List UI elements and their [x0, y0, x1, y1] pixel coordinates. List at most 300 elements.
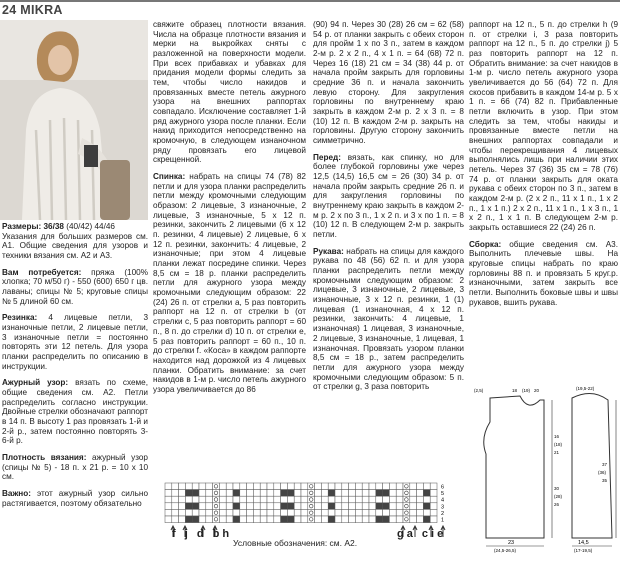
chart-cell	[281, 516, 288, 523]
model-photo	[0, 20, 148, 220]
chart-cell	[315, 490, 322, 497]
chart-cell	[294, 503, 301, 510]
chart-cell	[355, 490, 362, 497]
dim-top-1: (19)	[522, 388, 531, 393]
chart-cell	[369, 483, 376, 490]
chart-cell	[219, 516, 226, 523]
chart-row-number: 4	[441, 497, 445, 504]
chart-cell	[253, 483, 260, 490]
chart-cell	[226, 509, 233, 516]
chart-cell	[369, 516, 376, 523]
model-photo-illustration	[0, 20, 148, 220]
assembly-section	[469, 240, 618, 308]
chart-cell	[308, 483, 315, 490]
chart-cell	[233, 509, 240, 516]
chart-cell	[165, 496, 172, 503]
chart-cell	[165, 503, 172, 510]
chart-cell	[233, 516, 240, 523]
chart-cell	[410, 503, 417, 510]
chart-cell	[294, 516, 301, 523]
chart-cell	[226, 483, 233, 490]
chart-cell	[274, 490, 281, 497]
chart-cell	[301, 490, 308, 497]
chart-cell	[240, 490, 247, 497]
chart-cell	[233, 490, 240, 497]
front-label: Перед:	[313, 152, 341, 162]
garment-schematic	[472, 378, 620, 553]
dim-mid-4: (28)	[554, 494, 563, 499]
chart-cell	[335, 496, 342, 503]
chart-cell	[376, 496, 383, 503]
chart-cell	[335, 503, 342, 510]
chart-cell	[226, 490, 233, 497]
chart-row-number: 3	[441, 504, 445, 511]
column-3	[313, 20, 464, 399]
chart-cell	[281, 483, 288, 490]
chart-cell	[192, 503, 199, 510]
chart-cell	[253, 496, 260, 503]
sleeve-continued: раппорт на 12 п., 5 п. до стрелки h (9 п. от стрелки i, 3 раза повторить раппорт на 12 п., 5 п. до стрелки j) 5 раз повторить раппорт на 12 п. Обратить внимание: за счет накидов в 1-м р. число петель ажурного узора увеличивается до 56 (64) 72 п. Для скосов прибавить в каждом 14-м р. 5 x 1 п. = 66 (74) 82 п. Прибавленные петли включить в узор. При этом следить за тем, чтобы накиды и провязанные вместе петли на внешних раппортах совпадали и чтобы перекрещивания 4 лицевых выполнялись лишь при наличии этих петель. Через 37 (36) 35 см = 78 (76) 74 р. от планки закрыть для оката рукава с обеих сторон по 3 п., затем в каждом 2-м р. (2 x 2 п., 11 x 1 п., 1 x 2 п., 1 x 1 п.) 2 x 2 п., 11 x 1 п., 1 x 3 п., 1 x 2 п., 1 x 1 п. В следующем 2-м р. закрыть оставшиеся 22 (24) 26 п.	[469, 20, 618, 233]
chart-cell	[206, 483, 213, 490]
chart-cell	[199, 490, 206, 497]
gauge-continued: свяжите образец плотности вязания. Числа на образце плотности вязания и мерки на выкройках сняты с разложенной на поверхности модели. При всех прибавках и убавках для придания модели формы следить за тем, чтобы число накидов и провязанных вместе петель ажурного узора на внешних раппортах совпадало. Исключение составляет 1-й ряд ажурного узора после планки. Если накид приходится непосредственно на кромочную, в следующем изнаночном ряду провязать его лицевой скрещенной.	[153, 20, 306, 165]
chart-cell	[308, 496, 315, 503]
chart-cell	[247, 490, 254, 497]
chart-cell	[349, 516, 356, 523]
lace-text: вязать по схеме, общие сведения см. А2. Петли распределить согласно инструкции. Двойные стрелки обозначают раппорт в 14 п. В высоту 1 раз провязать 1-й и 2-й р., затем постоянно повторять 3-6-й р.	[2, 378, 148, 446]
stitch-chart	[163, 481, 453, 525]
chart-cell	[328, 509, 335, 516]
chart-cell	[342, 509, 349, 516]
chart-cell	[185, 496, 192, 503]
chart-cell	[260, 496, 267, 503]
chart-cell	[165, 516, 172, 523]
chart-cell	[260, 509, 267, 516]
chart-cell	[240, 496, 247, 503]
chart-cell	[423, 490, 430, 497]
chart-cell	[315, 516, 322, 523]
chart-cell	[267, 490, 274, 497]
chart-cell	[240, 503, 247, 510]
sleeve-section	[313, 247, 464, 392]
chart-cell	[172, 516, 179, 523]
sleeve-text: набрать на спицы для каждого рукава по 48 (56) 62 п. и для узора планки распределить петли между кромочными следующим образом: 2 лицевые, 3 изнаночные, 2 лицевые, 3 изнаночные, 3 x 12 п. резинки, 1 (1) лицевая (1 изнаночная, 4 x 12 п. резинки, закончить: 4 лицевые, 1 изнаночная) 1 лицевая, 3 изнаночные, 2 лицевые, 3 изнаночные, 1 лицевая, 1 изнаночная. Провязать узором планки 8,5 см = 18 р., затем распределить петли для ажурного узора между кромочными следующим образом: 5 п. от стрелки g, 3 раза повторить	[313, 246, 464, 392]
chart-cell	[410, 483, 417, 490]
chart-cell	[267, 516, 274, 523]
chart-cell	[172, 503, 179, 510]
chart-cell	[253, 516, 260, 523]
chart-legend: Условные обозначения: см. А2.	[233, 538, 358, 548]
chart-cell	[260, 483, 267, 490]
chart-cell	[376, 516, 383, 523]
chart-cell	[219, 483, 226, 490]
chart-cell	[430, 509, 437, 516]
chart-cell	[213, 490, 220, 497]
chart-cell	[219, 496, 226, 503]
dim-sleeve-side-1: (36)	[598, 470, 607, 475]
dim-mid-1: (18)	[554, 442, 563, 447]
chart-cell	[185, 516, 192, 523]
chart-cell	[287, 516, 294, 523]
dim-mid-0: 16	[554, 434, 560, 439]
dim-bottom: 23	[508, 540, 515, 546]
dim-sleeve-bottom: 14,5	[578, 540, 589, 546]
back-label: Спинка:	[153, 172, 186, 182]
chart-cell	[355, 496, 362, 503]
chart-cell	[396, 503, 403, 510]
chart-cell	[369, 509, 376, 516]
chart-cell	[260, 490, 267, 497]
chart-cell	[383, 496, 390, 503]
chart-cell	[240, 483, 247, 490]
chart-cell	[301, 516, 308, 523]
chart-cell	[321, 503, 328, 510]
chart-cell	[403, 490, 410, 497]
chart-cell	[185, 490, 192, 497]
important-section	[2, 489, 148, 508]
chart-cell	[315, 503, 322, 510]
chart-cell	[260, 503, 267, 510]
chart-cell	[281, 496, 288, 503]
dim-sleeve-sub: (17-19,5)	[574, 548, 593, 553]
chart-cell	[430, 490, 437, 497]
chart-cell	[274, 509, 281, 516]
chart-cell	[172, 509, 179, 516]
chart-cell	[362, 490, 369, 497]
chart-cell	[179, 503, 186, 510]
important-label: Важно:	[2, 489, 31, 499]
chart-cell	[355, 509, 362, 516]
chart-letters-left: f j d bh	[172, 528, 233, 540]
dim-bottom-sub: (24,5-26,5)	[494, 548, 517, 553]
chart-row-number: 2	[441, 510, 445, 517]
chart-cell	[423, 516, 430, 523]
gauge-section	[2, 453, 148, 482]
page-title: 24 MIKRA	[2, 3, 63, 17]
dim-top-2: 20	[534, 388, 540, 393]
chart-cell	[308, 490, 315, 497]
chart-cell	[403, 516, 410, 523]
chart-cell	[335, 516, 342, 523]
chart-cell	[423, 509, 430, 516]
chart-cell	[274, 496, 281, 503]
chart-cell	[389, 483, 396, 490]
chart-cell	[165, 483, 172, 490]
chart-cell	[247, 516, 254, 523]
page-header	[0, 0, 620, 18]
chart-cell	[362, 516, 369, 523]
chart-cell	[342, 496, 349, 503]
sizes-section	[2, 222, 148, 261]
chart-cell	[287, 503, 294, 510]
chart-cell	[417, 509, 424, 516]
chart-cell	[396, 509, 403, 516]
chart-cell	[199, 509, 206, 516]
chart-cell	[383, 509, 390, 516]
chart-cell	[179, 509, 186, 516]
chart-cell	[172, 496, 179, 503]
chart-cell	[165, 509, 172, 516]
chart-cell	[213, 496, 220, 503]
chart-cell	[423, 483, 430, 490]
chart-cell	[219, 503, 226, 510]
sizes-rest: (40/42) 44/46	[63, 222, 115, 231]
chart-cell	[389, 509, 396, 516]
chart-cell	[260, 516, 267, 523]
chart-cell	[192, 490, 199, 497]
chart-cell	[315, 483, 322, 490]
front-text: вязать, как спинку, но для более глубокой горловины уже через 12,5 (14,5) 16,5 см = 26 (30) 34 р. от начала пройм закрыть средние 26 п. и для закругления горловины по внутреннему краю закрыть в каждом 2-м р. 2 x по 3 п., 1 x 2 п. и 3 x по 1 п. = 8 (10) 12 п. В следующем 2-м р. закрыть петли.	[313, 152, 464, 240]
chart-cell	[213, 509, 220, 516]
sleeve-label: Рукава:	[313, 246, 344, 256]
back-section	[153, 172, 306, 394]
chart-cell	[423, 496, 430, 503]
chart-cell	[417, 516, 424, 523]
chart-cell	[206, 516, 213, 523]
chart-cell	[240, 509, 247, 516]
chart-cell	[192, 483, 199, 490]
body-outline	[484, 396, 544, 538]
chart-cell	[417, 496, 424, 503]
materials-text: пряжа (100% хлопка; 70 м/50 г) - 550 (600) 650 г цв. лаваны; спицы № 5; круговые спицы № 5 длиной 60 см.	[2, 267, 149, 306]
chart-cell	[247, 509, 254, 516]
chart-cell	[410, 490, 417, 497]
chart-cell	[179, 483, 186, 490]
chart-cell	[192, 516, 199, 523]
chart-cell	[389, 503, 396, 510]
chart-cell	[321, 483, 328, 490]
chart-cell	[355, 483, 362, 490]
chart-cell	[423, 503, 430, 510]
chart-cell	[287, 490, 294, 497]
chart-cell	[192, 496, 199, 503]
chart-cell	[349, 509, 356, 516]
chart-cell	[179, 516, 186, 523]
chart-cell	[281, 509, 288, 516]
chart-cell	[253, 503, 260, 510]
chart-cell	[185, 483, 192, 490]
chart-cell	[274, 483, 281, 490]
chart-cell	[226, 503, 233, 510]
chart-cell	[247, 496, 254, 503]
lace-section	[2, 378, 148, 446]
chart-cell	[355, 516, 362, 523]
chart-cell	[335, 490, 342, 497]
chart-cell	[328, 503, 335, 510]
sizes-label: Размеры: 36/38	[2, 222, 64, 231]
chart-cell	[274, 503, 281, 510]
chart-cell	[274, 516, 281, 523]
chart-cell	[376, 483, 383, 490]
chart-cell	[369, 503, 376, 510]
chart-cell	[185, 503, 192, 510]
dim-sleeve-side-2: 35	[602, 478, 608, 483]
dim-mid-2: 21	[554, 450, 560, 455]
chart-cell	[383, 516, 390, 523]
chart-cell	[281, 503, 288, 510]
chart-cell	[206, 503, 213, 510]
dim-sleeve-side-0: 37	[602, 462, 608, 467]
assembly-text: общие сведения см. А3. Выполнить плечевые швы. На круговые спицы набрать по краю горловины 88 п. и провязать 5 круг.р. изнаночными, затем закрыть все петли. Выполнить боковые швы и швы рукавов, вшить рукава.	[469, 239, 618, 307]
chart-cell	[192, 509, 199, 516]
chart-cell	[362, 503, 369, 510]
chart-cell	[165, 490, 172, 497]
chart-cell	[294, 509, 301, 516]
chart-cell	[172, 483, 179, 490]
chart-cell	[301, 496, 308, 503]
chart-cell	[199, 503, 206, 510]
chart-cell	[240, 516, 247, 523]
chart-cell	[226, 516, 233, 523]
chart-cell	[342, 516, 349, 523]
dim-top-0: 18	[512, 388, 518, 393]
chart-cell	[301, 503, 308, 510]
chart-cell	[335, 483, 342, 490]
chart-cell	[213, 516, 220, 523]
chart-cell	[321, 496, 328, 503]
column-2	[153, 20, 306, 402]
rib-text: 4 лицевые петли, 3 изнаночные петли, 2 лицевые петли, 3 изнаночные петли = постоянно повторять эти 12 петель. Для узора планки распределить по описанию в инструкции.	[2, 313, 148, 371]
chart-cell	[403, 509, 410, 516]
chart-cell	[267, 496, 274, 503]
chart-cell	[403, 496, 410, 503]
chart-cell	[267, 483, 274, 490]
chart-cell	[342, 483, 349, 490]
chart-cell	[396, 516, 403, 523]
chart-cell	[376, 503, 383, 510]
chart-cell	[396, 496, 403, 503]
chart-cell	[267, 509, 274, 516]
chart-cell	[430, 483, 437, 490]
chart-cell	[219, 509, 226, 516]
chart-cell	[294, 490, 301, 497]
chart-cell	[396, 490, 403, 497]
chart-cell	[206, 496, 213, 503]
important-text: этот ажурный узор сильно растягивается, поэтому обязательно	[2, 489, 148, 508]
chart-cell	[410, 509, 417, 516]
back-text: набрать на спицы 74 (78) 82 петли и для узора планки распределить петли между кромочными следующим образом: 2 лицевые, 3 изнаночные, 2 лицевые, 3 изнаночные, 5 x 12 п. резинки, закончить 2 лицевыми (6 x 12 п. резинки, 4 лицевые) 2 лицевые, 6 x 12 п. резинки, закончить: 4 лицевые, 2 изнаночные; при этом 4 лицевые планки лежат посредине спинки. Через 8,5 см = 18 р. планки распределить петли для ажурного узора между кромочными следующим образом: 22 (24) 26 п. от стрелки а, 5 раз повторить раппорт на 12 п. от стрелки b (от стрелки c, 5 раз повторить раппорт = 60 п., 8 п. до стрелки d) 10 п. от стрелки e, 5 раз повторить раппорт = 60 п., 10 п. до стрелки f. «Коса» в каждом раппорте находится над дорожкой из 4 лицевых планки. Обратить внимание: за счет накидов в 1-м р. число петель ажурного узора увеличивается до 86	[153, 172, 306, 394]
chart-cell	[199, 516, 206, 523]
chart-cell	[287, 496, 294, 503]
chart-cell	[410, 516, 417, 523]
rib-section	[2, 313, 148, 371]
chart-cell	[328, 483, 335, 490]
chart-cell	[342, 490, 349, 497]
chart-cell	[206, 490, 213, 497]
chart-cell	[328, 490, 335, 497]
materials-section	[2, 268, 148, 307]
chart-cell	[219, 490, 226, 497]
lace-label: Ажурный узор:	[2, 378, 69, 388]
chart-cell	[321, 490, 328, 497]
chart-row-number: 5	[441, 491, 445, 498]
chart-cell	[233, 483, 240, 490]
chart-cell	[430, 496, 437, 503]
chart-cell	[383, 503, 390, 510]
chart-cell	[281, 490, 288, 497]
chart-cell	[349, 483, 356, 490]
gauge-label: Плотность вязания:	[2, 453, 87, 463]
chart-cell	[417, 503, 424, 510]
chart-cell	[321, 509, 328, 516]
chart-cell	[301, 509, 308, 516]
sizes-text: Указания для больших размеров см. А1. Общие сведения для узоров и техники вязания см. А2 и А3.	[2, 231, 148, 261]
assembly-label: Сборка:	[469, 239, 502, 249]
dim-mid-3: 30	[554, 486, 560, 491]
chart-row-number: 6	[441, 484, 445, 491]
chart-letters-right: ga cie	[397, 528, 447, 540]
back-continued: (90) 94 п. Через 30 (28) 26 см = 62 (58) 54 р. от планки закрыть с обеих сторон для пройм 1 x по 3 п., затем в каждом 2-м р. 2 x 2 п., 4 x 1 п. = 64 (68) 72 п. Через 16 (18) 21 см = 34 (38) 44 р. от начала пройм закрыть для горловины средние 36 п. и начала закончить левую сторону. Для закругления горловины по внутреннему краю закрыть в каждом 2-м р. 2 x 3 п. = 8 (10) 12 п. В каждом 2-м р. закрыть на горловины. Другую сторону закончить симметрично.	[313, 20, 464, 146]
chart-cell	[321, 516, 328, 523]
dim-top-left: (2,5)	[474, 388, 484, 393]
chart-cell	[369, 496, 376, 503]
chart-cell	[335, 509, 342, 516]
chart-cell	[410, 496, 417, 503]
materials-label: Вам потребуется:	[2, 267, 82, 277]
chart-cell	[185, 509, 192, 516]
front-section	[313, 153, 464, 240]
chart-cell	[389, 516, 396, 523]
chart-cell	[342, 503, 349, 510]
chart-cell	[301, 483, 308, 490]
column-1	[2, 222, 148, 515]
chart-cell	[179, 490, 186, 497]
chart-cell	[328, 516, 335, 523]
chart-cell	[389, 496, 396, 503]
chart-cell	[417, 490, 424, 497]
chart-cell	[396, 483, 403, 490]
chart-cell	[267, 503, 274, 510]
chart-cell	[247, 483, 254, 490]
chart-cell	[376, 490, 383, 497]
chart-cell	[294, 483, 301, 490]
chart-cell	[349, 503, 356, 510]
chart-cell	[308, 516, 315, 523]
chart-cell	[383, 483, 390, 490]
chart-cell	[376, 509, 383, 516]
chart-cell	[403, 483, 410, 490]
chart-cell	[253, 490, 260, 497]
chart-cell	[383, 490, 390, 497]
chart-cell	[308, 503, 315, 510]
chart-cell	[430, 503, 437, 510]
chart-cell	[389, 490, 396, 497]
chart-cell	[179, 496, 186, 503]
chart-cell	[294, 496, 301, 503]
chart-cell	[315, 496, 322, 503]
chart-cell	[233, 496, 240, 503]
chart-cell	[362, 496, 369, 503]
chart-cell	[213, 503, 220, 510]
chart-cell	[287, 509, 294, 516]
dim-mid-5: 26	[554, 502, 560, 507]
dim-sleeve-top: (19,5-22)	[576, 386, 595, 391]
chart-cell	[430, 516, 437, 523]
column-4	[469, 20, 618, 314]
chart-cell	[328, 496, 335, 503]
chart-cell	[253, 509, 260, 516]
chart-cell	[287, 483, 294, 490]
chart-cell	[362, 509, 369, 516]
chart-cell	[403, 503, 410, 510]
chart-row-number: 1	[441, 517, 445, 524]
chart-cell	[308, 509, 315, 516]
chart-cell	[199, 483, 206, 490]
chart-cell	[247, 503, 254, 510]
chart-cell	[355, 503, 362, 510]
chart-cell	[199, 496, 206, 503]
chart-cell	[206, 509, 213, 516]
